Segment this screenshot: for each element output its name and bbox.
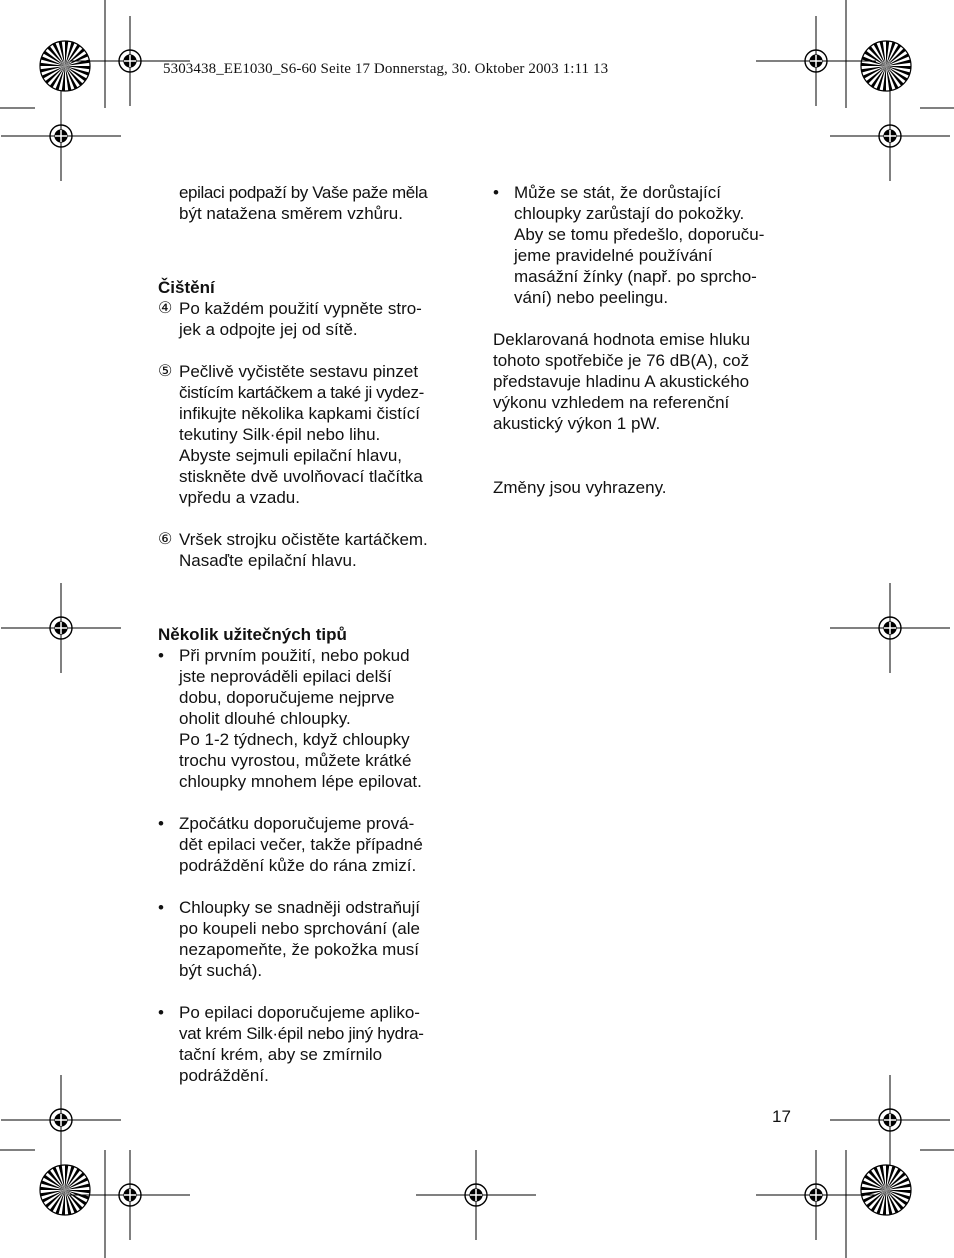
text-line: být suchá). <box>179 961 263 980</box>
text-line: Při prvním použití, nebo pokud <box>179 646 410 665</box>
text-line: představuje hladinu A akustického <box>493 372 750 391</box>
registration-mark <box>830 1075 950 1165</box>
step-number: ④ <box>158 300 173 317</box>
text-line: podráždění. <box>179 1066 269 1085</box>
cleaning-step-4 <box>158 298 463 340</box>
bullet-marker: • <box>158 814 164 833</box>
cleaning-step-5 <box>158 361 463 508</box>
star-target-mark <box>40 1165 90 1215</box>
text-line: Zpočátku doporučujeme prová- <box>179 814 415 833</box>
text-line: vat krém Silk·épil nebo jiný hydra- <box>179 1024 424 1043</box>
text-line: jeme pravidelné používání <box>514 246 713 265</box>
text-line: jste neprováděli epilaci delší <box>179 667 392 686</box>
step-number: ⑥ <box>158 531 173 548</box>
text-line: podráždění kůže do rána zmizí. <box>179 856 417 875</box>
text-line: oholit dlouhé chloupky. <box>179 709 351 728</box>
text-line: Po epilaci doporučujeme apliko- <box>179 1003 420 1022</box>
star-target-mark <box>861 1165 911 1215</box>
registration-mark <box>416 1150 536 1240</box>
text-line: epilaci podpaží by Vaše paže měla <box>179 183 428 202</box>
text-line: nezapomeňte, že pokožka musí <box>179 940 420 959</box>
text-line: dět epilaci večer, takže případné <box>179 835 423 854</box>
text-line: Abyste sejmuli epilační hlavu, <box>179 446 403 465</box>
registration-mark <box>756 16 876 106</box>
left-column <box>158 182 463 1086</box>
noise-declaration <box>493 329 798 434</box>
text-line: jek a odpojte jej od sítě. <box>179 320 358 339</box>
text-line: Deklarovaná hodnota emise hluku <box>493 330 751 349</box>
text-line: Chloupky se snadněji odstraňují <box>179 898 420 917</box>
ingrown-hair-bullet <box>493 182 798 308</box>
text-line: po koupeli nebo sprchování (ale <box>179 919 420 938</box>
text-line: tační krém, aby se zmírnilo <box>179 1045 383 1064</box>
text-line: Po každém použití vypněte stro- <box>179 299 422 318</box>
text-line: vpředu a vzadu. <box>179 488 300 507</box>
text-line: tohoto spotřebiče je 76 dB(A), což <box>493 351 750 370</box>
text-line: Může se stát, že dorůstající <box>514 183 721 202</box>
print-header: 5303438_EE1030_S6-60 Seite 17 Donnerstag, 30. Oktober 2003 1:11 13 <box>163 61 609 77</box>
cleaning-step-6 <box>158 529 463 571</box>
bullet-marker: • <box>158 1003 164 1022</box>
registration-mark <box>1 91 121 181</box>
text-line: Aby se tomu předešlo, doporuču- <box>514 225 765 244</box>
registration-mark <box>830 583 950 673</box>
bullet-marker: • <box>493 183 499 202</box>
registration-mark <box>1 583 121 673</box>
tip-bullet-4 <box>158 1002 463 1086</box>
text-line: čistícím kartáčkem a také ji vydez- <box>179 383 424 402</box>
registration-mark <box>756 1150 876 1240</box>
registration-mark <box>70 1150 190 1240</box>
star-target-mark <box>861 41 911 91</box>
cleaning-heading: Čištění <box>158 278 215 297</box>
tips-heading: Několik užitečných tipů <box>158 625 347 644</box>
registration-mark <box>830 91 950 181</box>
text-line: infikujte několika kapkami čistící <box>179 404 420 423</box>
bullet-marker: • <box>158 646 164 665</box>
text-line: dobu, doporučujeme nejprve <box>179 688 395 707</box>
text-line: Nasaďte epilační hlavu. <box>179 551 357 570</box>
tip-bullet-1 <box>158 645 463 792</box>
text-line: masážní žínky (např. po sprcho- <box>514 267 757 286</box>
page-number: 17 <box>772 1107 791 1126</box>
bullet-marker: • <box>158 898 164 917</box>
text-line: stiskněte dvě uvolňovací tlačítka <box>179 467 423 486</box>
text-line: být natažena směrem vzhůru. <box>179 204 403 223</box>
text-line: vání) nebo peelingu. <box>514 288 669 307</box>
text-line: chloupky mnohem lépe epilovat. <box>179 772 422 791</box>
text-line: tekutiny Silk·épil nebo lihu. <box>179 425 381 444</box>
text-line: výkonu vzhledem na referenční <box>493 393 730 412</box>
registration-mark <box>1 1075 121 1165</box>
text-line: chloupky zarůstají do pokožky. <box>514 204 745 223</box>
changes-notice: Změny jsou vyhrazeny. <box>493 478 667 497</box>
text-line: trochu vyrostou, můžete krátké <box>179 751 412 770</box>
tip-bullet-3 <box>158 897 463 981</box>
tip-bullet-2 <box>158 813 463 876</box>
text-line: Po 1-2 týdnech, když chloupky <box>179 730 410 749</box>
step-number: ⑤ <box>158 363 173 380</box>
text-line: Pečlivě vyčistěte sestavu pinzet <box>179 362 419 381</box>
text-line: Vršek strojku očistěte kartáčkem. <box>179 530 428 549</box>
right-column <box>493 182 798 498</box>
text-line: akustický výkon 1 pW. <box>493 414 661 433</box>
intro-paragraph <box>158 182 463 224</box>
star-target-mark <box>40 41 90 91</box>
